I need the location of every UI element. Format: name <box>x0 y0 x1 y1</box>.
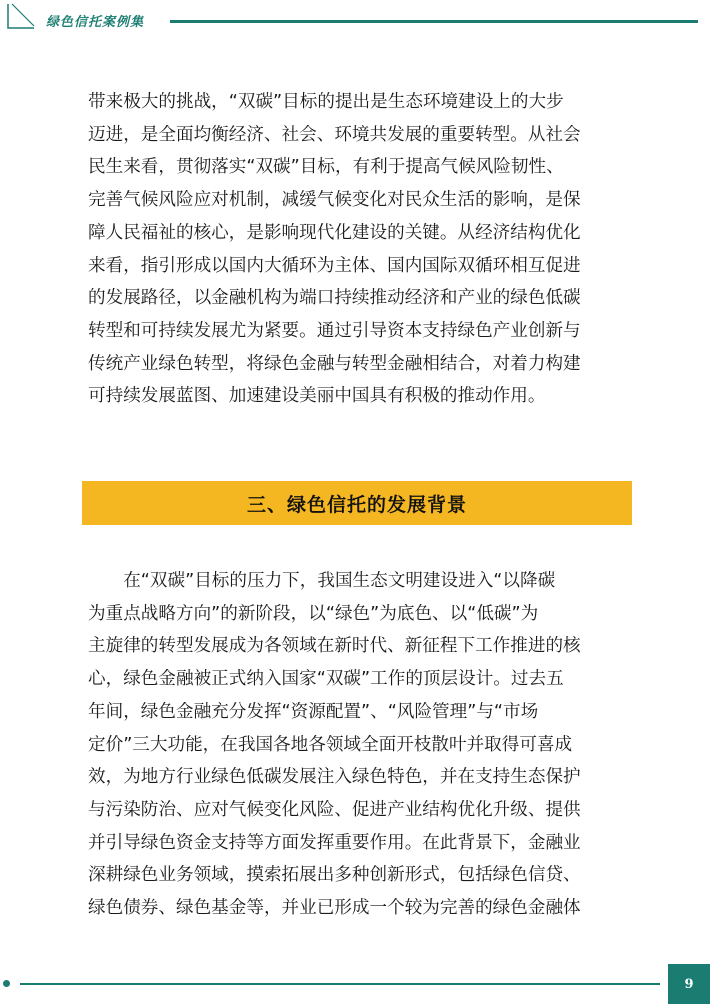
text-line: 为重点战略方向”的新阶段，以“绿色”为底色、以“低碳”为 <box>88 603 539 624</box>
text-line: 在“双碳”目标的压力下，我国生态文明建设进入“以降碳 <box>88 571 556 591</box>
text-line: 心，绿色金融被正式纳入国家“双碳”工作的顶层设计。过去五 <box>88 669 564 690</box>
text-line: 绿色债券、绿色基金等，并业已形成一个较为完善的绿色金融体 <box>88 898 581 919</box>
text-line: 迈进，是全面均衡经济、社会、环境共发展的重要转型。从社会 <box>88 124 581 145</box>
corner-bracket-icon <box>0 0 40 36</box>
running-title: 绿色信托案例集 <box>46 15 145 30</box>
text-line: 定价”三大功能，在我国各地各领域全面开枝散叶并取得可喜成 <box>88 734 573 755</box>
text-line: 可持续发展蓝图、加速建设美丽中国具有积极的推动作用。 <box>88 386 546 407</box>
text-line: 主旋律的转型发展成为各领域在新时代、新征程下工作推进的核 <box>88 636 581 657</box>
text-line: 传统产业绿色转型，将绿色金融与转型金融相结合，对着力构建 <box>88 353 581 374</box>
section-title: 三、绿色信托的发展背景 <box>246 493 467 516</box>
text-line: 障人民福祉的核心，是影响现代化建设的关键。从经济结构优化 <box>88 222 581 243</box>
page-number: 9 <box>668 964 710 1004</box>
text-line: 并引导绿色资金支持等方面发挥重要作用。在此背景下，金融业 <box>88 832 581 853</box>
text-line: 来看，指引形成以国内大循环为主体、国内国际双循环相互促进 <box>88 255 581 276</box>
text-line: 深耕绿色业务领域，摸索拓展出多种创新形式，包括绿色信贷、 <box>88 865 581 886</box>
text-line: 转型和可持续发展尤为紧要。通过引导资本支持绿色产业创新与 <box>88 320 581 341</box>
text-line: 民生来看，贯彻落实“双碳”目标，有利于提高气候风险韧性、 <box>88 157 564 178</box>
section-banner <box>82 481 632 525</box>
footer-rule <box>20 983 660 985</box>
header-rule <box>170 20 698 23</box>
text-line: 年间，绿色金融充分发挥“资源配置”、“风险管理”与“市场 <box>88 701 539 722</box>
text-line: 效，为地方行业绿色低碳发展注入绿色特色，并在支持生态保护 <box>88 767 581 788</box>
text-line: 与污染防治、应对气候变化风险、促进产业结构优化升级、提供 <box>88 799 581 820</box>
page-header <box>0 0 710 40</box>
paragraph-2 <box>88 565 636 925</box>
text-line: 的发展路径，以金融机构为端口持续推动经济和产业的绿色低碳 <box>88 288 581 309</box>
text-line: 带来极大的挑战，“双碳”目标的提出是生态环境建设上的大步 <box>88 92 564 112</box>
text-line: 完善气候风险应对机制，减缓气候变化对民众生活的影响，是保 <box>88 190 581 211</box>
footer-dot-icon <box>3 980 10 987</box>
paragraph-1 <box>88 86 636 413</box>
